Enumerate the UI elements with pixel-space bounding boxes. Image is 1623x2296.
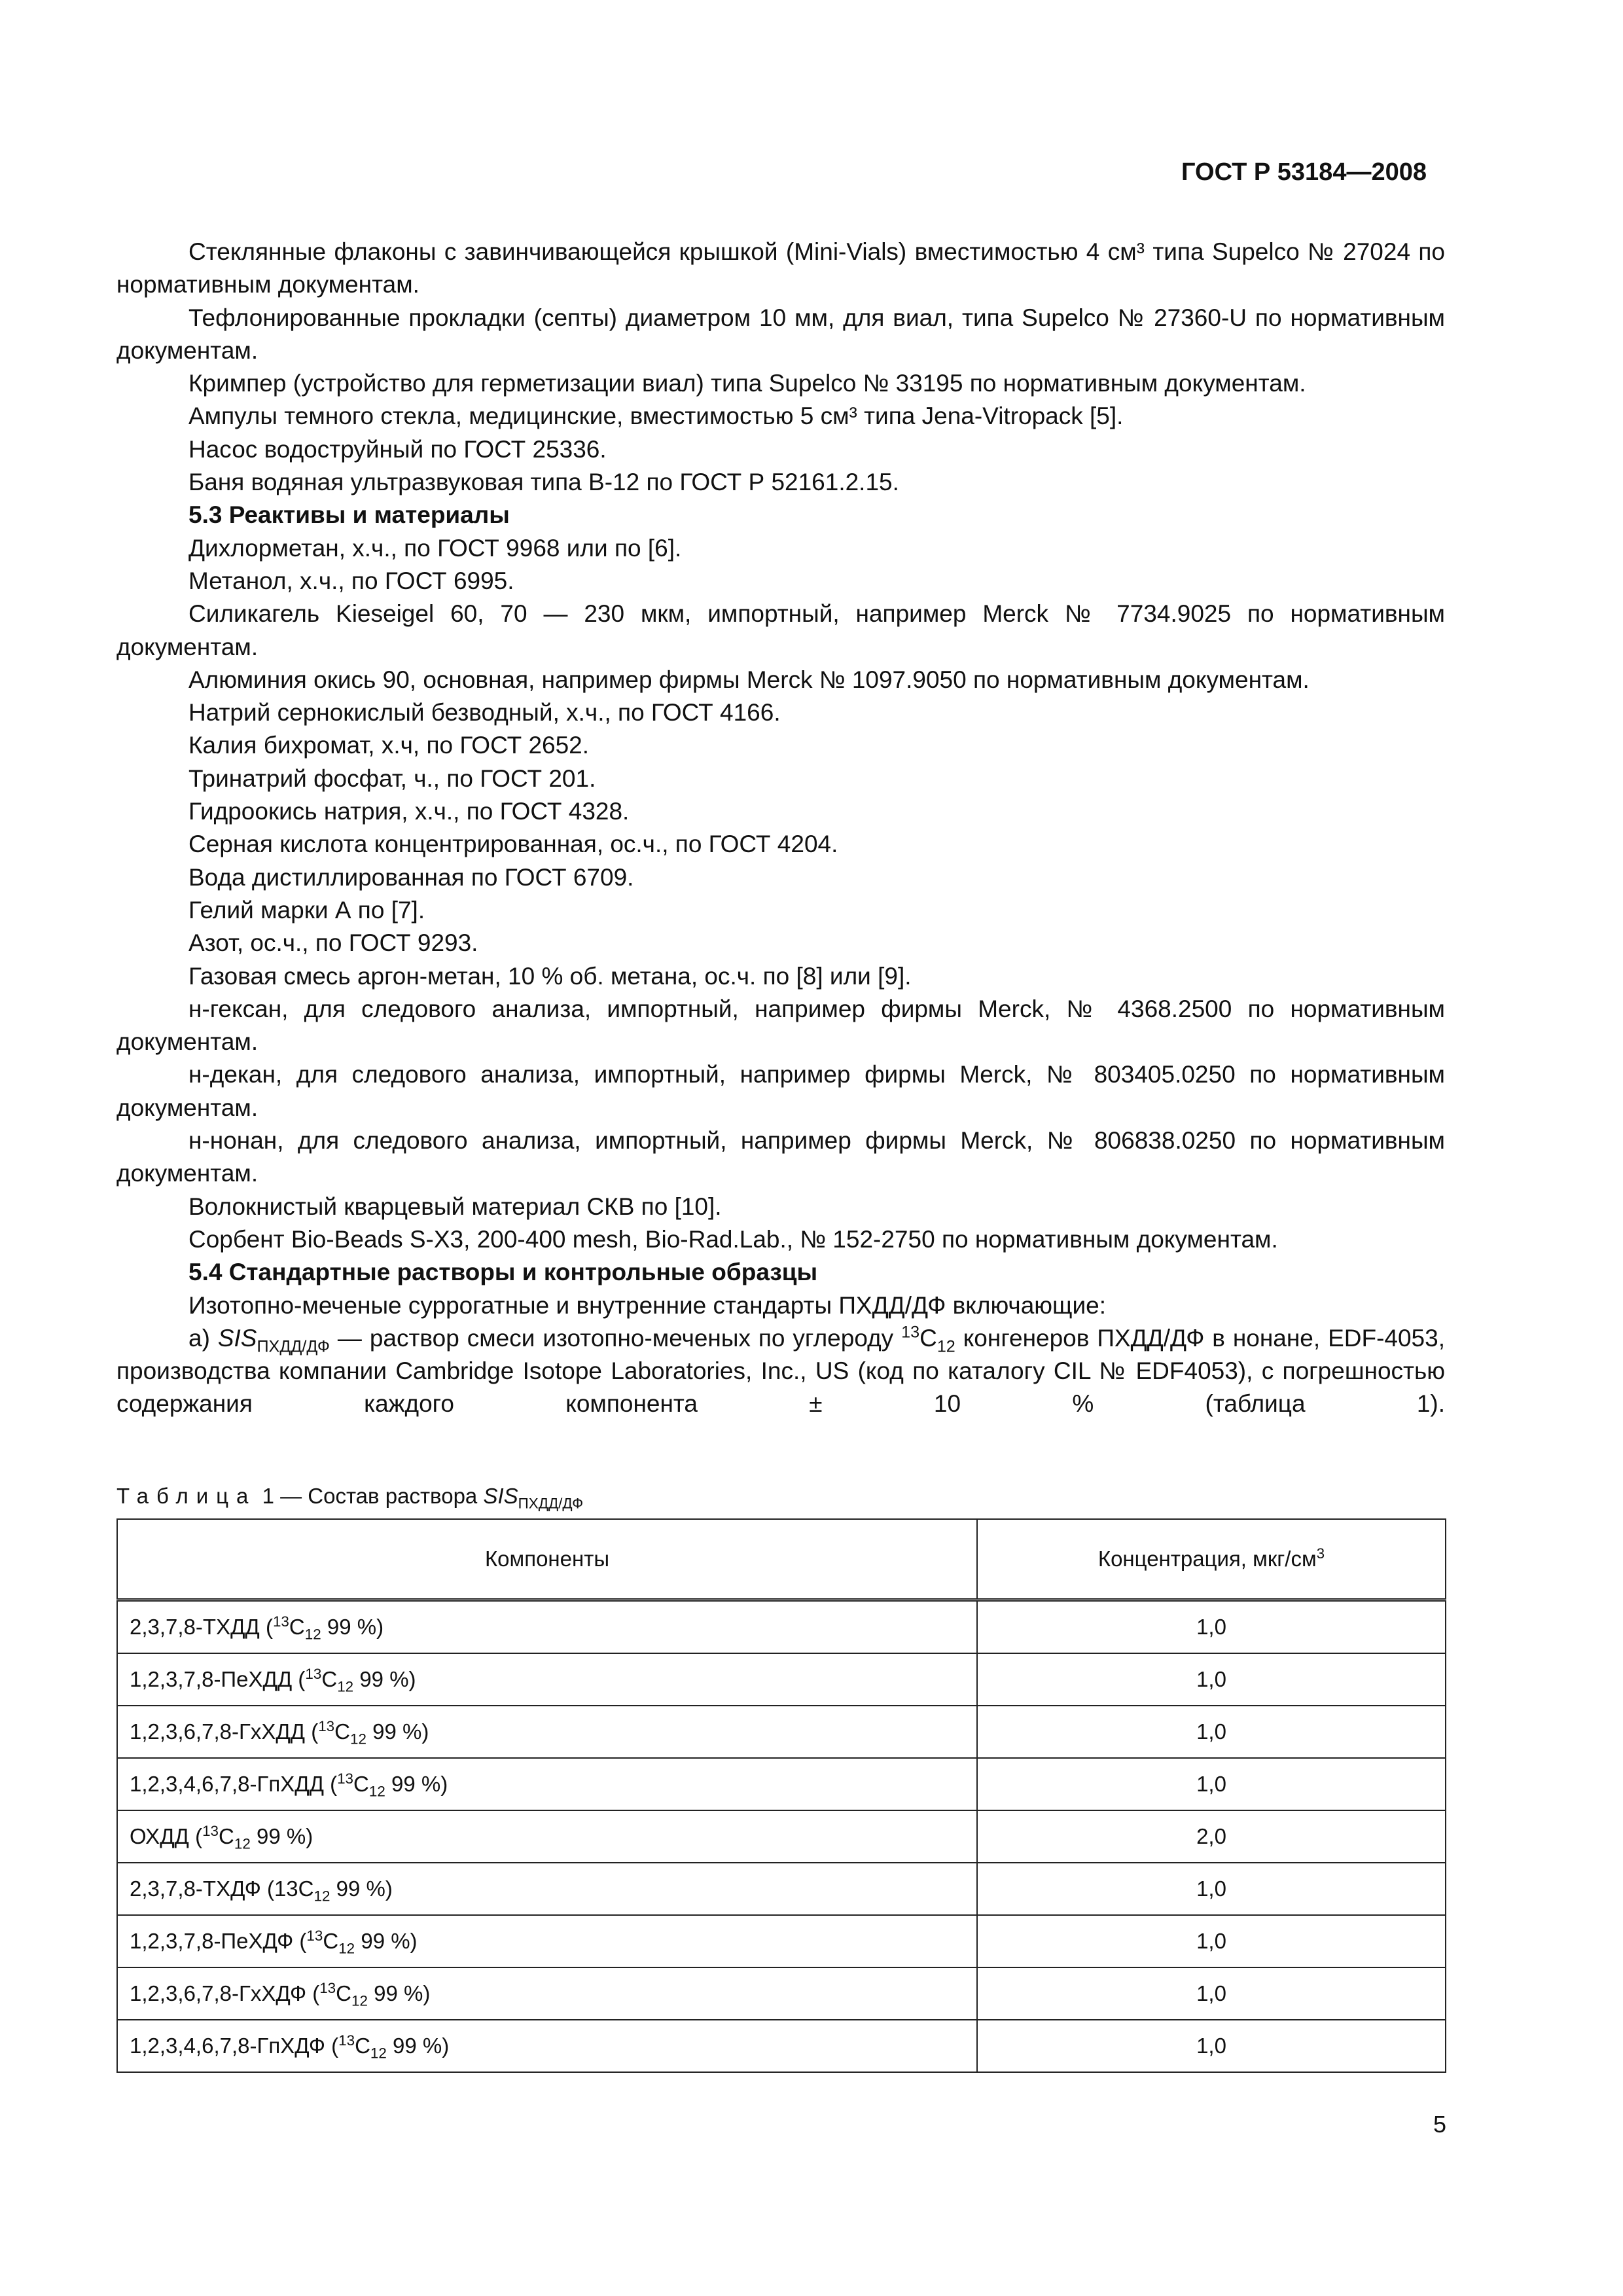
page-number: 5 xyxy=(1433,2111,1446,2138)
component-cell: 1,2,3,7,8-ПеХДФ ($^{13}C_{12}$ 99 %) xyxy=(117,1915,977,1967)
paragraph: Азот, ос.ч., по ГОСТ 9293. xyxy=(188,929,478,957)
table-row xyxy=(117,1863,1446,1915)
body-text xyxy=(116,236,1445,1421)
table-row xyxy=(117,1967,1446,2020)
concentration-cell: 2,0 xyxy=(977,1810,1446,1863)
table-body xyxy=(117,1600,1446,2073)
paragraph: Гидроокись натрия, х.ч., по ГОСТ 4328. xyxy=(188,798,630,825)
section-heading: 5.3 Реактивы и материалы xyxy=(188,501,510,529)
paragraph: Дихлорметан, х.ч., по ГОСТ 9968 или по [6]. xyxy=(188,534,682,562)
paragraph: н-декан, для следового анализа, импортный, например фирмы Merck, № 803405.0250 по нормативным документам. xyxy=(116,1061,1445,1121)
list-item-a: а) $SIS_{ПХДД/ДФ}$ — раствор смеси изотопно-меченых по углероду $^{13}C_{12}$ конгенеров ПХДД/ДФ в нонане, EDF-4053, производства компании Cambridge Isotope Laboratories, Inc., US (код по каталогу CIL № EDF4053), с погрешностью содержания каждого компонента ± 10 % (таблица 1). xyxy=(116,1323,1445,1418)
component-cell: 1,2,3,7,8-ПеХДД ($^{13}C_{12}$ 99 %) xyxy=(117,1653,977,1706)
paragraph: Гелий марки А по [7]. xyxy=(188,896,425,924)
composition-table xyxy=(116,1518,1446,2073)
concentration-cell: 1,0 xyxy=(977,1915,1446,1967)
table-row xyxy=(117,2020,1446,2072)
paragraph: Волокнистый кварцевый материал СКВ по [10]. xyxy=(188,1193,722,1220)
concentration-cell: 1,0 xyxy=(977,1706,1446,1758)
component-cell: ОХДД ($^{13}C_{12}$ 99 %) xyxy=(117,1810,977,1863)
concentration-cell: 1,0 xyxy=(977,1967,1446,2020)
component-cell: 2,3,7,8-ТХДД ($^{13}C_{12}$ 99 %) xyxy=(117,1600,977,1654)
concentration-cell: 1,0 xyxy=(977,2020,1446,2072)
table-row xyxy=(117,1810,1446,1863)
paragraph: Ампулы темного стекла, медицинские, вместимостью 5 см³ типа Jena-Vitropack [5]. xyxy=(188,403,1124,430)
component-cell: 1,2,3,6,7,8-ГхХДД ($^{13}C_{12}$ 99 %) xyxy=(117,1706,977,1758)
table-header-row xyxy=(117,1519,1446,1600)
table-row xyxy=(117,1915,1446,1967)
table-caption: Таблица 1 — Состав раствора $SIS_{ПХДД/ДФ}$ xyxy=(116,1484,584,1512)
concentration-cell: 1,0 xyxy=(977,1600,1446,1654)
document-id: ГОСТ Р 53184—2008 xyxy=(1181,158,1427,186)
component-cell: 2,3,7,8-ТХДФ ($13С_{12}$ 99 %) xyxy=(117,1863,977,1915)
table-row xyxy=(117,1758,1446,1810)
paragraph: Алюминия окись 90, основная, например фирмы Merck № 1097.9050 по нормативным документам. xyxy=(188,666,1310,693)
paragraph: Калия бихромат, х.ч, по ГОСТ 2652. xyxy=(188,732,590,759)
column-header-components: Компоненты xyxy=(117,1519,977,1600)
paragraph: Газовая смесь аргон-метан, 10 % об. метана, ос.ч. по [8] или [9]. xyxy=(188,962,912,990)
paragraph: Серная кислота концентрированная, ос.ч., по ГОСТ 4204. xyxy=(188,831,838,858)
table-row xyxy=(117,1706,1446,1758)
paragraph: Баня водяная ультразвуковая типа В-12 по ГОСТ Р 52161.2.15. xyxy=(188,469,899,496)
table-row xyxy=(117,1600,1446,1654)
component-cell: 1,2,3,4,6,7,8-ГпХДФ ($^{13}C_{12}$ 99 %) xyxy=(117,2020,977,2072)
concentration-cell: 1,0 xyxy=(977,1863,1446,1915)
paragraph: Тринатрий фосфат, ч., по ГОСТ 201. xyxy=(188,764,596,792)
paragraph: Метанол, х.ч., по ГОСТ 6995. xyxy=(188,567,514,594)
component-cell: 1,2,3,4,6,7,8-ГпХДД ($^{13}C_{12}$ 99 %) xyxy=(117,1758,977,1810)
paragraph: Насос водоструйный по ГОСТ 25336. xyxy=(188,435,607,463)
paragraph: Вода дистиллированная по ГОСТ 6709. xyxy=(188,863,634,891)
concentration-cell: 1,0 xyxy=(977,1653,1446,1706)
concentration-cell: 1,0 xyxy=(977,1758,1446,1810)
table-row xyxy=(117,1653,1446,1706)
paragraph: Сорбент Bio-Beads S-X3, 200-400 mesh, Bio-Rad.Lab., № 152-2750 по нормативным документам. xyxy=(188,1225,1278,1253)
paragraph: Тефлонированные прокладки (септы) диаметром 10 мм, для виал, типа Supelco № 27360-U по нормативным документам. xyxy=(116,304,1445,364)
column-header-concentration: Концентрация, мкг/$см^3$ xyxy=(977,1519,1446,1600)
paragraph: Силикагель Kieseigel 60, 70 — 230 мкм, импортный, например Merck № 7734.9025 по нормативным документам. xyxy=(116,600,1445,660)
component-cell: 1,2,3,6,7,8-ГхХДФ ($^{13}C_{12}$ 99 %) xyxy=(117,1967,977,2020)
paragraph: Натрий сернокислый безводный, х.ч., по ГОСТ 4166. xyxy=(188,699,781,726)
paragraph: Изотопно-меченые суррогатные и внутренние стандарты ПХДД/ДФ включающие: xyxy=(188,1291,1107,1319)
paragraph: н-гексан, для следового анализа, импортный, например фирмы Merck, № 4368.2500 по нормативным документам. xyxy=(116,995,1445,1056)
paragraph: н-нонан, для следового анализа, импортный, например фирмы Merck, № 806838.0250 по нормативным документам. xyxy=(116,1127,1445,1187)
paragraph: Кримпер (устройство для герметизации виал) типа Supelco № 33195 по нормативным документам. xyxy=(188,370,1306,397)
section-heading: 5.4 Стандартные растворы и контрольные образцы xyxy=(188,1259,818,1286)
paragraph: Стеклянные флаконы с завинчивающейся крышкой (Mini-Vials) вместимостью 4 см³ типа Supelco № 27024 по нормативным документам. xyxy=(116,238,1445,298)
